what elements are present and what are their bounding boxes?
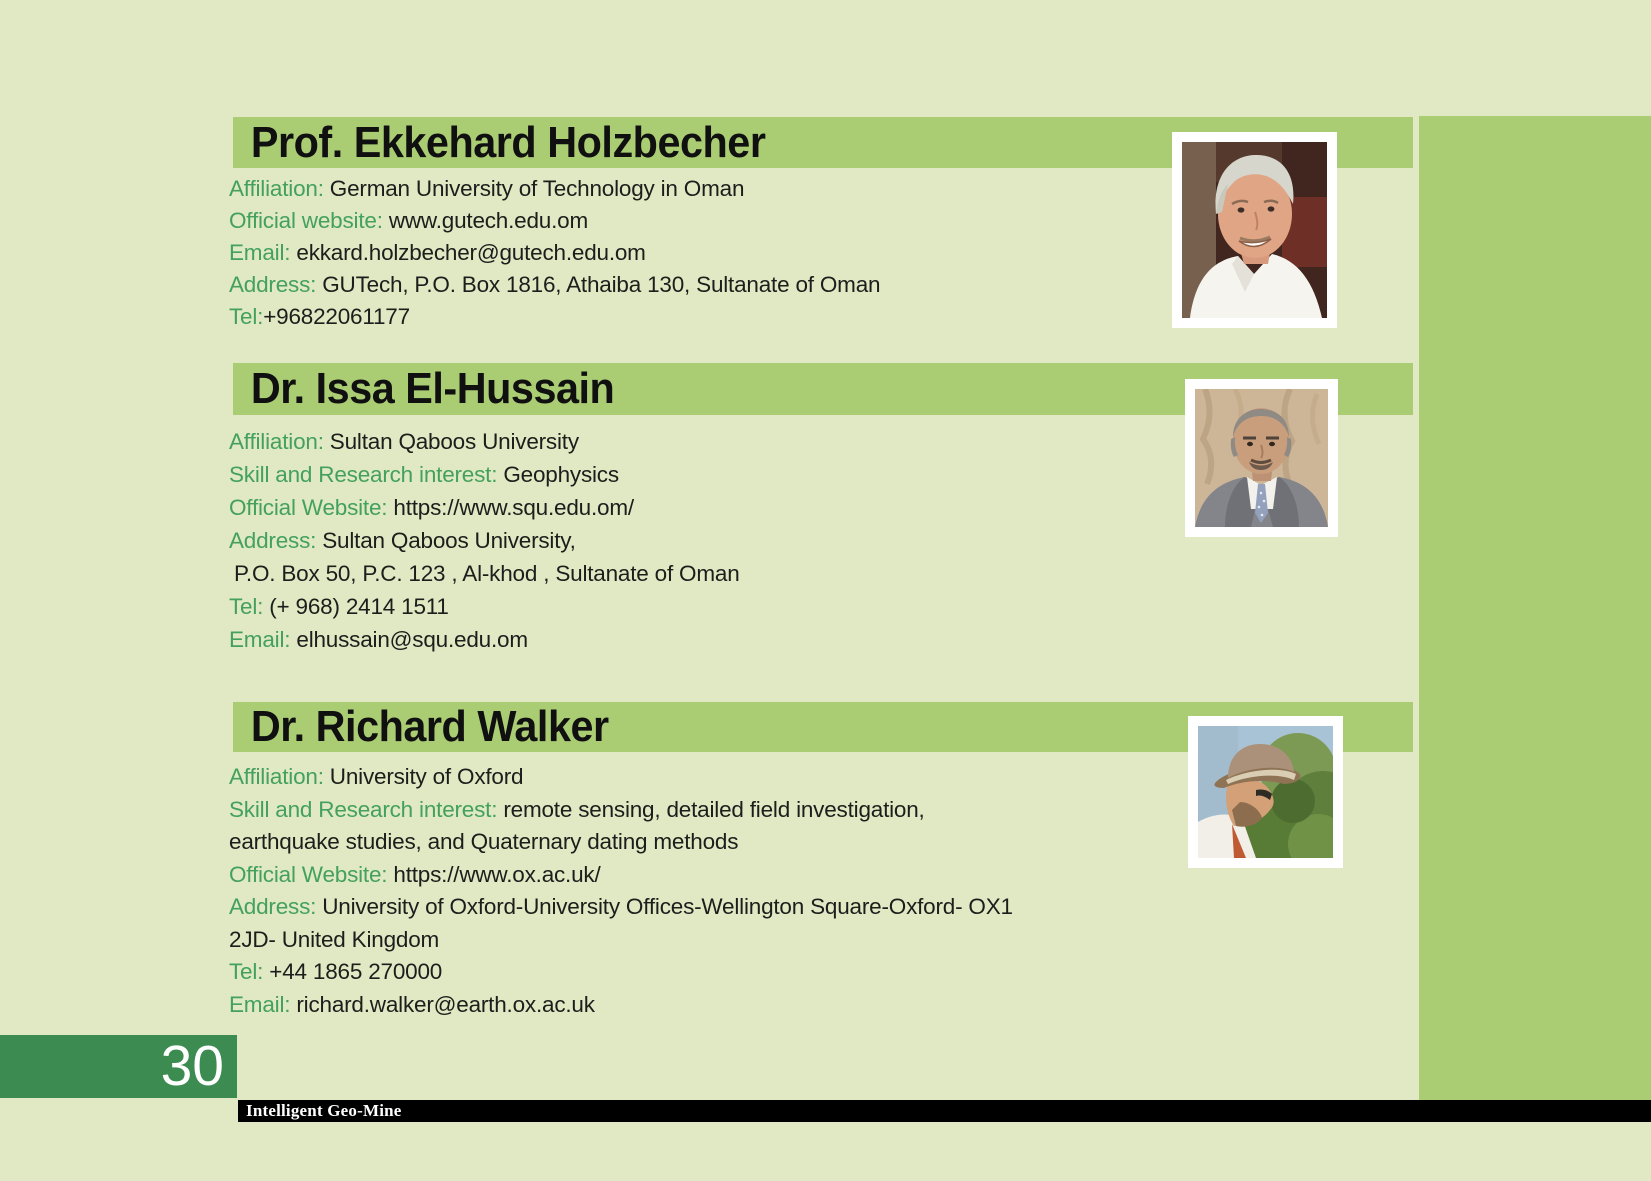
field-label: Official Website: <box>229 495 394 520</box>
profile-field <box>229 205 880 237</box>
profile-field <box>229 173 880 205</box>
footer-bar <box>238 1100 1651 1122</box>
profile-details-list <box>229 425 740 656</box>
field-label: Tel: <box>229 959 270 984</box>
field-label: Skill and Research interest: <box>229 796 504 822</box>
field-value: +44 1865 270000 <box>269 959 443 984</box>
page-number-box <box>0 1035 237 1098</box>
field-label: Email: <box>229 991 297 1017</box>
profile-field <box>229 269 880 301</box>
field-label: Address: <box>229 894 323 919</box>
profile-field <box>229 623 740 656</box>
field-value: +96822061177 <box>263 304 410 329</box>
profile-field <box>229 859 1013 892</box>
profile-field <box>229 761 1013 794</box>
field-label: Email: <box>229 240 297 265</box>
profile-name: Prof. Ekkehard Holzbecher <box>250 118 766 167</box>
profile-field <box>229 491 740 524</box>
profile-field <box>229 590 740 623</box>
man-portrait-illustration <box>1198 726 1333 858</box>
field-value: https://www.ox.ac.uk/ <box>393 861 601 887</box>
profile-photo <box>1172 132 1337 328</box>
field-label: Official website: <box>229 208 389 233</box>
profile-field <box>229 891 1013 924</box>
man-portrait-illustration <box>1182 142 1327 318</box>
profile-name: Dr. Issa El-Hussain <box>250 364 615 413</box>
field-value: richard.walker@earth.ox.ac.uk <box>296 991 595 1017</box>
field-value: ekkard.holzbecher@gutech.edu.om <box>296 240 646 265</box>
field-value: German University of Technology in Oman <box>329 176 745 201</box>
profile-details-list <box>229 761 1013 1021</box>
field-label: Email: <box>229 627 297 652</box>
profile-field <box>229 301 880 333</box>
field-value: Geophysics <box>503 462 619 487</box>
profile-field <box>229 989 1013 1022</box>
right-margin-strip <box>1419 116 1651 1100</box>
field-label: Tel: <box>229 304 264 329</box>
profile-field <box>229 425 740 458</box>
page-number: 30 <box>160 1034 224 1098</box>
profile-field-continuation <box>229 924 1013 957</box>
field-value: Sultan Qaboos University <box>329 429 579 454</box>
footer-title: Intelligent Geo-Mine <box>246 1101 402 1120</box>
field-label: Official Website: <box>229 861 394 887</box>
field-label: Affiliation: <box>229 429 330 454</box>
field-value: (+ 968) 2414 1511 <box>269 594 449 619</box>
field-label: Affiliation: <box>229 176 330 201</box>
profile-photo <box>1185 379 1338 537</box>
field-value: elhussain@squ.edu.om <box>296 627 528 652</box>
field-label: Tel: <box>229 594 270 619</box>
field-value: P.O. Box 50, P.C. 123 , Al-khod , Sultanate of Oman <box>234 561 740 586</box>
man-portrait-illustration <box>1195 389 1328 527</box>
profile-field <box>229 794 1013 827</box>
field-label: Skill and Research interest: <box>229 462 504 487</box>
field-value: 2JD- United Kingdom <box>229 926 440 952</box>
profile-field-continuation <box>229 826 1013 859</box>
field-value: GUTech, P.O. Box 1816, Athaiba 130, Sultanate of Oman <box>322 272 881 297</box>
field-value: earthquake studies, and Quaternary dating methods <box>229 829 739 854</box>
field-label: Address: <box>229 272 323 297</box>
field-value: remote sensing, detailed field investigation, <box>503 796 925 822</box>
field-value: Sultan Qaboos University, <box>322 528 576 553</box>
profile-field <box>229 458 740 491</box>
profile-field <box>229 524 740 557</box>
profile-name: Dr. Richard Walker <box>250 702 609 751</box>
profile-field <box>229 956 1013 989</box>
field-label: Affiliation: <box>229 764 330 789</box>
field-value: www.gutech.edu.om <box>388 208 589 233</box>
profile-field <box>229 237 880 269</box>
field-value: https://www.squ.edu.om/ <box>393 495 634 520</box>
field-value: University of Oxford-University Offices-Wellington Square-Oxford- OX1 <box>322 894 1013 919</box>
field-label: Address: <box>229 528 323 553</box>
field-value: University of Oxford <box>329 764 524 789</box>
profile-details-list <box>229 173 880 333</box>
profile-photo <box>1188 716 1343 868</box>
profile-field-continuation <box>229 557 740 590</box>
